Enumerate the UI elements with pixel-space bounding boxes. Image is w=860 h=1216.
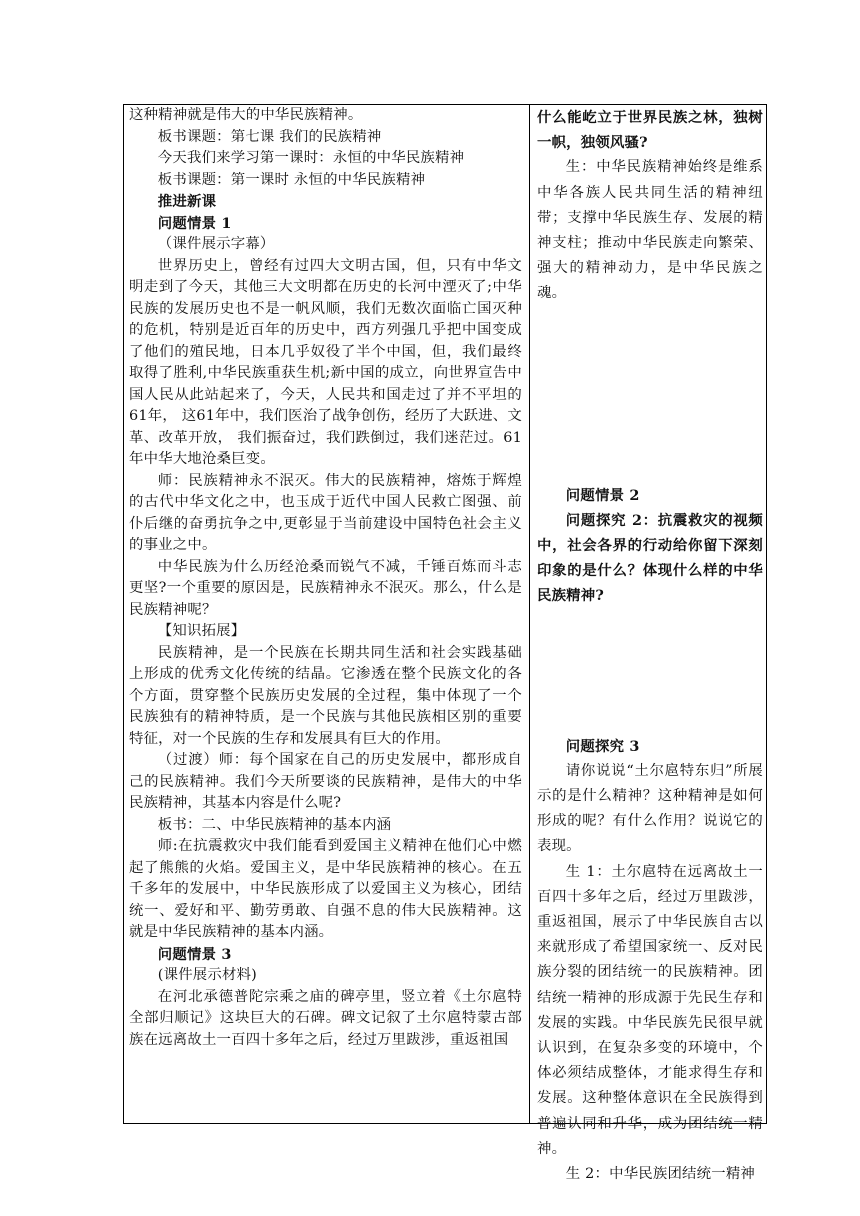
left-paragraph: 中华民族为什么历经沧桑而锐气不减，千锤百炼而斗志更坚?一个重要的原因是，民族精神永不泯灭。那么，什么是民族精神呢？ (129, 558, 522, 618)
lesson-table (123, 104, 767, 1183)
left-paragraph: 板书课题：第一课时 永恒的中华民族精神 (157, 171, 426, 188)
blank-space (537, 307, 763, 483)
right-paragraph: 什么能屹立于世界民族之林，独树一帜，独领风骚? (537, 109, 763, 152)
right-paragraph: 请你说说“土尔扈特东归”所展示的是什么精神？这种精神是如何形成的呢？有什么作用？说说它的表现。 (537, 762, 763, 855)
student-activity-column (537, 105, 763, 1183)
column-divider (529, 105, 530, 1123)
left-paragraph: 【知识拓展】 (157, 623, 246, 639)
left-paragraph: 问题情景 1 (157, 214, 232, 232)
left-paragraph: （课件展示字幕） (157, 236, 275, 252)
left-paragraph: 师：民族精神永不泯灭。伟大的民族精神，熔炼于辉煌的古代中华文化之中，也玉成于近代中国人民救亡图强、前仆后继的奋勇抗争之中,更彰显于当前建设中国特色社会主义的事业之中。 (129, 472, 522, 553)
left-paragraph: 推进新课 (157, 193, 217, 210)
right-paragraph: 问题情景 2 (565, 486, 640, 504)
teacher-activity-column (129, 105, 522, 1123)
left-paragraph: 问题情景 3 (157, 945, 232, 963)
blank-space (537, 609, 763, 734)
left-paragraph: （过渡）师：每个国家在自己的历史发展中，都形成自己的民族精神。我们今天所要谈的民族精神，是伟大的中华民族精神，其基本内容是什么呢? (129, 752, 522, 811)
right-paragraph: 问题探究 2：抗震救灾的视频中，社会各界的行动给你留下深刻印象的是什么？体现什么样的中华民族精神? (537, 511, 763, 605)
right-paragraph: 生：中华民族精神始终是维系中华各族人民共同生活的精神纽带；支撑中华民族生存、发展的精神支柱；推动中华民族走向繁荣、强大的精神动力，是中华民族之魂。 (537, 159, 763, 302)
left-paragraph: 这种精神就是伟大的中华民族精神。 (129, 107, 363, 123)
left-paragraph: 今天我们来学习第一课时：永恒的中华民族精神 (157, 150, 465, 166)
left-paragraph: 世界历史上，曾经有过四大文明古国，但，只有中华文明走到了今天，其他三大文明都在历史的长河中湮灭了;中华民族的发展历史也不是一帆风顺，我们无数次面临亡国灭种的危机，特别是近百年的历史中，西方列强几乎把中国变成了他们的殖民地，日本几乎奴役了半个中国，但，我们最终取得了胜利,中华民族重获生机;新中国的成立，向世界宣告中国人民从此站起来了，今天，人民共和国走过了并不平坦的61年， 这61年中，我们医治了战争创伤，经历了大跃进、文革、改革开放， 我们振奋过，我们跌倒过，我们迷茫过。61年中华大地沧桑巨变。 (129, 257, 522, 467)
left-paragraph: 板书课题：第七课 我们的民族精神 (157, 128, 382, 145)
left-paragraph: 在河北承德普陀宗乘之庙的碑亭里，竖立着《土尔扈特全部归顺记》这块巨大的石碑。碑文记叙了土尔扈特蒙古部族在远离故土一百四十多年之后，经过万里跋涉，重返祖国 (129, 988, 522, 1048)
right-paragraph: 生 1：土尔扈特在远离故土一百四十多年之后，经过万里跋涉，重返祖国，展示了中华民族自古以来就形成了希望国家统一、反对民族分裂的团结统一的民族精神。团结统一精神的形成源于先民生存和发展的实践。中华民族先民很早就认识到，在复杂多变的环境中，个体必须结成整体，才能求得生存和发展。这种整体意识在全民族得到普遍认同和升华，成为团结统一精神。 (537, 863, 763, 1157)
left-paragraph: 板书：二、中华民族精神的基本内涵 (157, 816, 392, 833)
right-paragraph: 生 2：中华民族团结统一精神 (565, 1166, 756, 1183)
left-paragraph: 师:在抗震救灾中我们能看到爱国主义精神在他们心中燃起了熊熊的火焰。爱国主义，是中华民族精神的核心。在五千多年的发展中，中华民族形成了以爱国主义为核心，团结统一、爱好和平、勤劳勇敢、自强不息的伟大民族精神。这就是中华民族精神的基本内涵。 (129, 838, 522, 940)
left-paragraph: 民族精神，是一个民族在长期共同生活和社会实践基础上形成的优秀文化传统的结晶。它渗透在整个民族文化的各个方面，贯穿整个民族历史发展的全过程，集中体现了一个民族独有的精神特质，是一个民族与其他民族相区别的重要特征，对一个民族的生存和发展具有巨大的作用。 (129, 644, 522, 747)
left-paragraph: (课件展示材料) (157, 967, 257, 983)
right-paragraph: 问题探究 3 (565, 737, 640, 755)
